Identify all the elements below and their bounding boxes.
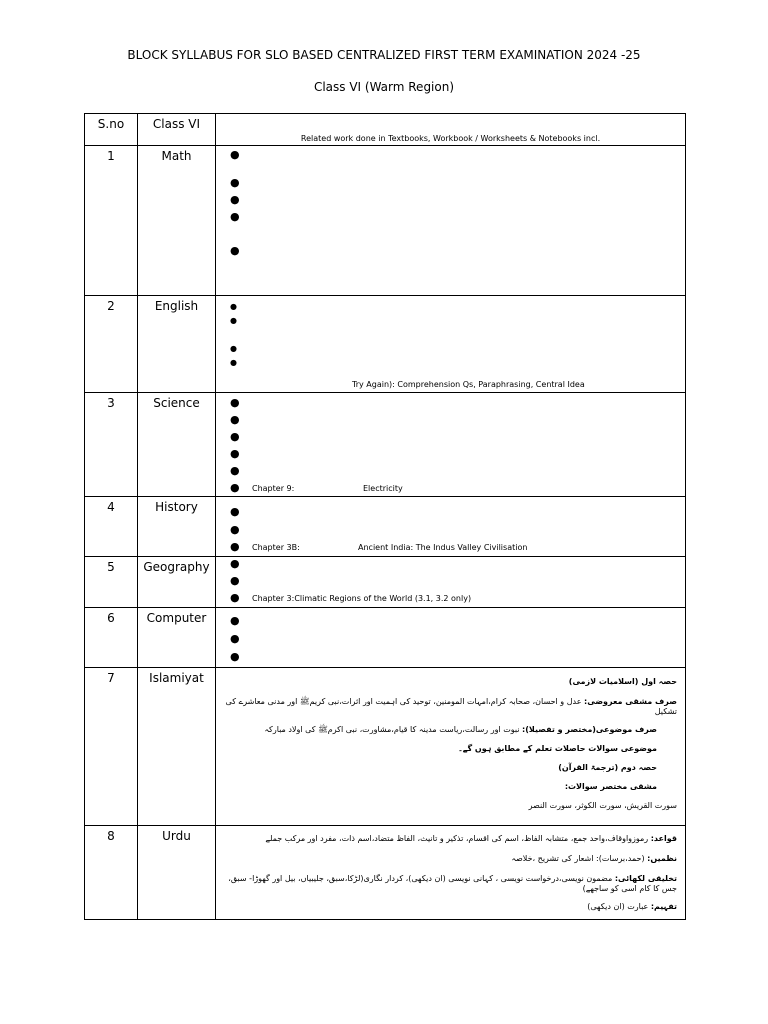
row-sno-label: 3: [107, 396, 115, 410]
islamiyat-label: صرف مشقی معروضی:: [584, 697, 677, 706]
science-chapter-label: Chapter 9:: [252, 484, 295, 493]
islamiyat-label: مشقی مختصر سوالات:: [564, 782, 657, 791]
header-note: Related work done in Textbooks, Workbook / Worksheets & Notebooks incl.: [300, 134, 601, 143]
table-row: [85, 497, 686, 557]
bullet-icon: ●: [230, 244, 240, 257]
row-sno: [85, 296, 138, 393]
urdu-text-line: (حمد،برسات): اشعار کی تشریح ،خلاصہ: [511, 854, 645, 863]
islamiyat-text-line: نبوت اور رسالت،ریاست مدینہ کا قیام،مشاورت، نبی اکرمﷺ کی اولاد مبارکہ: [264, 725, 520, 734]
urdu-text-line: عبارت (ان دیکھی): [587, 902, 649, 911]
row-subject: [138, 393, 216, 497]
table-row: [85, 296, 686, 393]
row-sno: [85, 146, 138, 296]
urdu-label: قواعد:: [650, 834, 677, 843]
row-subject: [138, 296, 216, 393]
urdu-text-line: مضمون نویسی،درخواست نویسی ، کہانی نویسی (ان دیکھی)، کردار نگاری(لڑکا،سبق، جلیبیاں، بیل اور گھوڑا- سبق، جس کا کام اسی کو ساجھے): [228, 874, 677, 893]
row-sno-label: 6: [107, 611, 115, 625]
row-subject-label: Computer: [146, 611, 207, 625]
bullet-icon: ●: [230, 650, 240, 663]
row-subject-label: Islamiyat: [149, 671, 204, 685]
row-subject-label: English: [154, 299, 199, 313]
urdu-text-line: رموزواوقاف،واحد جمع، متشابہ الفاظ، اسم کی اقسام، تذکیر و تانیث، الفاظ متضاد،اسم ذات، مفرد اور مرکب جملے: [265, 834, 649, 843]
syllabus-table: [84, 113, 686, 920]
bullet-icon: ●: [230, 540, 240, 553]
row-subject-label: History: [155, 500, 198, 514]
bullet-icon: ●: [230, 505, 240, 518]
row-sno-label: 5: [107, 560, 115, 574]
islamiyat-text-line: سورت القریش، سورت الکوثر، سورت النصر: [528, 801, 677, 810]
islamiyat-part1-heading: حصہ اول (اسلامیات لازمی): [568, 677, 677, 686]
row-sno-label: 4: [107, 500, 115, 514]
row-sno-label: 2: [107, 299, 115, 313]
header-class: [138, 114, 216, 146]
row-sno: [85, 826, 138, 920]
bullet-icon: ●: [230, 413, 240, 426]
bullet-icon: ●: [230, 193, 240, 206]
header-sno-label: S.no: [97, 117, 125, 131]
bullet-icon: ●: [230, 358, 237, 367]
row-sno-label: 7: [107, 671, 115, 685]
islamiyat-text-line: موضوعی سوالات حاصلات تعلم کے مطابق ہوں گے۔: [458, 744, 657, 753]
header-note-cell: [216, 114, 686, 146]
header-class-label: Class VI: [152, 117, 201, 131]
table-row: [85, 608, 686, 668]
bullet-icon: ●: [230, 464, 240, 477]
english-note: Try Again): Comprehension Qs, Paraphrasing, Central Idea: [352, 380, 585, 389]
bullet-icon: ●: [230, 210, 240, 223]
row-sno-label: 8: [107, 829, 115, 843]
urdu-label: تخلیقی لکھائی:: [614, 874, 677, 883]
science-chapter-title: Electricity: [363, 484, 403, 493]
table-row: [85, 146, 686, 296]
bullet-icon: ●: [230, 523, 240, 536]
row-content: [216, 608, 686, 668]
row-subject-label: Science: [153, 396, 200, 410]
row-subject: [138, 668, 216, 826]
geography-chapter: Chapter 3:Climatic Regions of the World (3.1, 3.2 only): [252, 594, 472, 603]
document-title: BLOCK SYLLABUS FOR SLO BASED CENTRALIZED FIRST TERM EXAMINATION 2024 -25: [127, 48, 641, 62]
table-row: [85, 393, 686, 497]
bullet-icon: ●: [230, 302, 237, 311]
row-subject-label: Math: [161, 149, 192, 163]
bullet-icon: ●: [230, 316, 237, 325]
row-sno: [85, 557, 138, 608]
history-chapter-title: Ancient India: The Indus Valley Civilisation: [358, 543, 528, 552]
islamiyat-label: صرف موضوعی(مختصر و تفصیلا):: [522, 725, 657, 734]
row-subject: [138, 497, 216, 557]
bullet-icon: ●: [230, 176, 240, 189]
row-content: [216, 146, 686, 296]
islamiyat-text-line: عدل و احسان، صحابہ کرام،امہات المومنین، توحید کی اہمیت اور اثرات،نبی کریمﷺ اور مدنی معاشرے کی تشکیل: [225, 697, 677, 716]
header-row: [85, 114, 686, 146]
row-subject: [138, 146, 216, 296]
urdu-text: [216, 834, 685, 912]
table-row: [85, 826, 686, 920]
bullet-icon: ●: [230, 396, 240, 409]
row-subject-label: Urdu: [162, 829, 191, 843]
row-subject: [138, 608, 216, 668]
table-row: [85, 668, 686, 826]
bullet-icon: ●: [230, 614, 240, 627]
row-sno: [85, 497, 138, 557]
islamiyat-text: [216, 677, 685, 811]
bullet-icon: ●: [230, 447, 240, 460]
islamiyat-content: [216, 668, 686, 826]
bullet-icon: ●: [230, 430, 240, 443]
header-sno: [85, 114, 138, 146]
row-sno: [85, 608, 138, 668]
row-content: [216, 296, 686, 393]
row-sno: [85, 393, 138, 497]
document-subtitle: Class VI (Warm Region): [313, 80, 455, 94]
row-sno: [85, 668, 138, 826]
urdu-label: نظمیں:: [647, 854, 677, 863]
bullet-icon: ●: [230, 632, 240, 645]
bullet-icon: ●: [230, 557, 240, 570]
bullet-icon: ●: [230, 574, 240, 587]
table-row: [85, 557, 686, 608]
row-subject: [138, 826, 216, 920]
islamiyat-part2-heading: حصہ دوم (ترجمۃ القرآن): [558, 763, 657, 772]
row-subject: [138, 557, 216, 608]
bullet-icon: ●: [230, 591, 240, 604]
row-subject-label: Geography: [143, 560, 210, 574]
bullet-icon: ●: [230, 148, 240, 161]
row-content: [216, 557, 686, 608]
bullet-icon: ●: [230, 344, 237, 353]
bullet-icon: ●: [230, 481, 240, 494]
row-content: [216, 497, 686, 557]
row-sno-label: 1: [107, 149, 115, 163]
row-content: [216, 393, 686, 497]
urdu-label: تفہیم:: [650, 902, 677, 911]
history-chapter-label: Chapter 3B:: [252, 543, 300, 552]
urdu-content: [216, 826, 686, 920]
